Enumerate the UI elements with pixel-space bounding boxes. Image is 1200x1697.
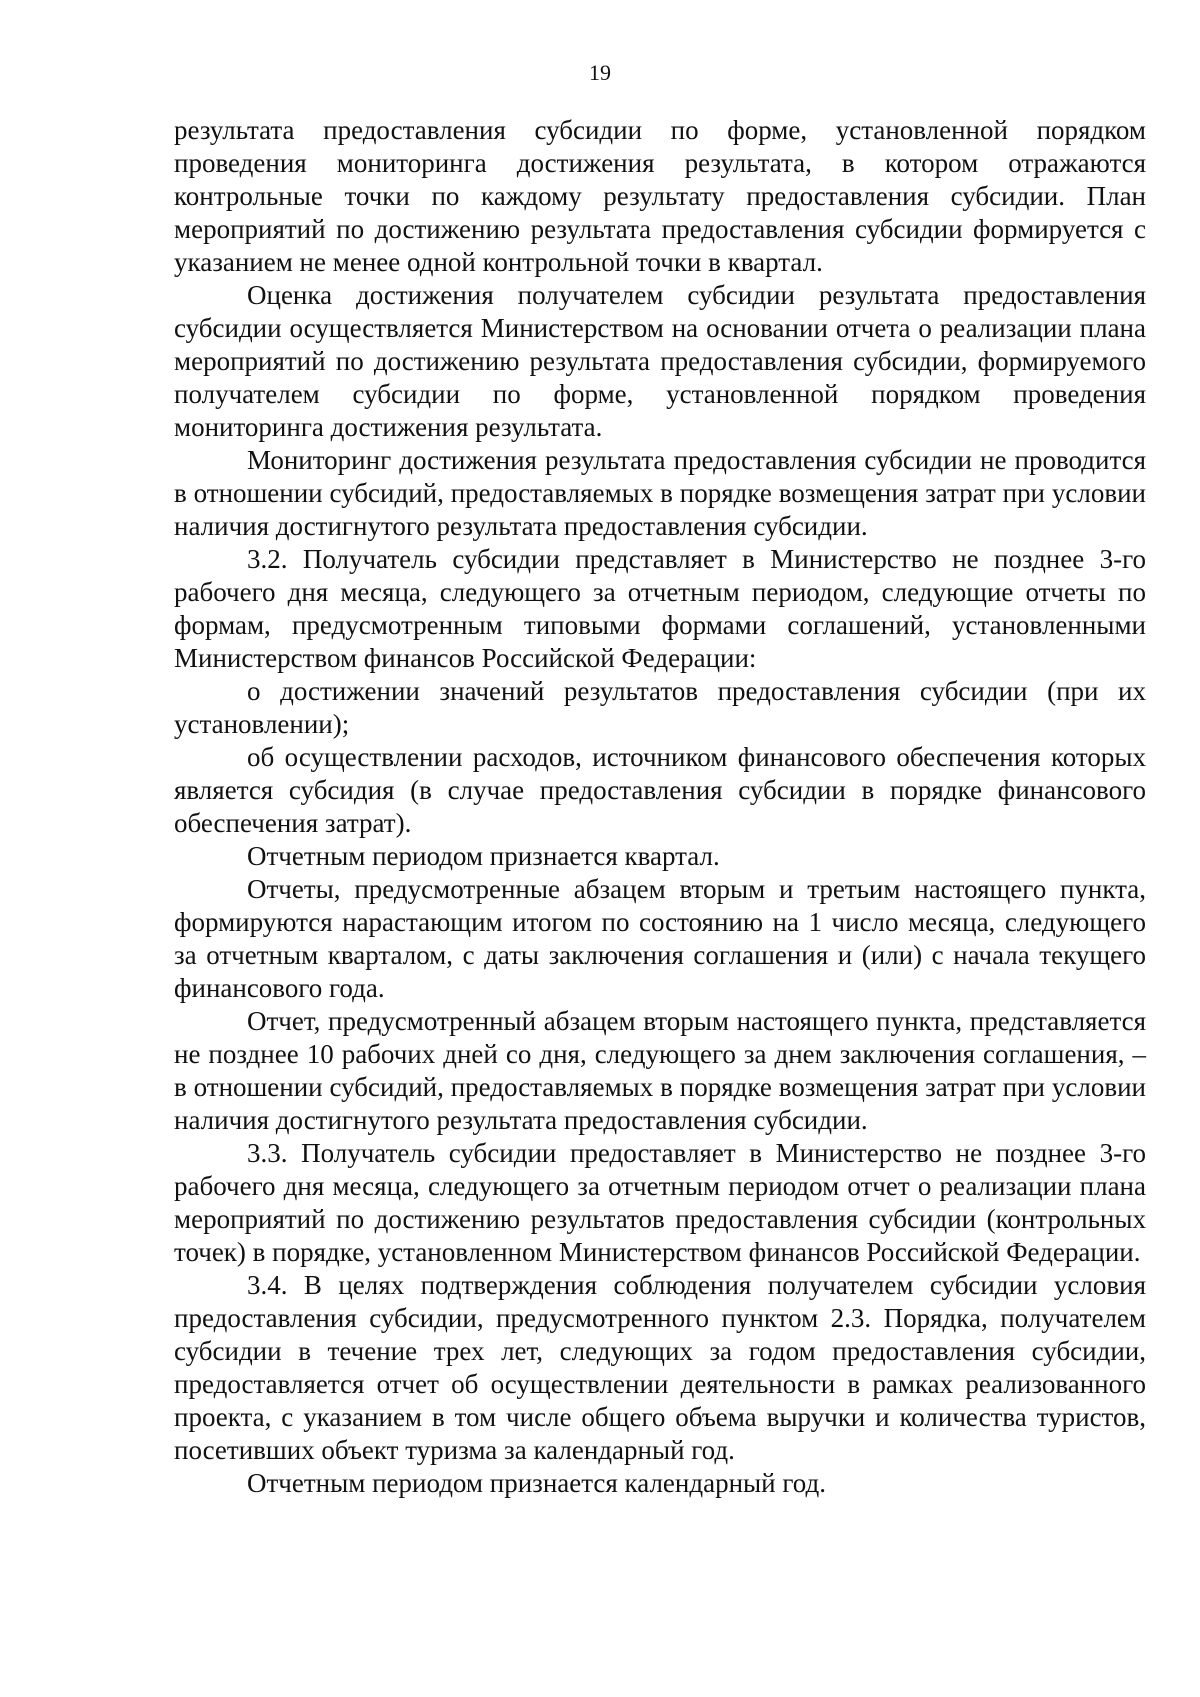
paragraph-year-period: Отчетным периодом признается календарный год. [247,1468,826,1498]
paragraph-3-3: 3.3. Получатель субсидии предоставляет в Министерство не позднее 3-го рабочего дня месяца, следующего за отчетным периодом отчет о реализации плана мероприятий по достижению результатов предоставления субсидии (контрольных точек) в порядке, установленном Министерством финансов Российской Федерации. [174,1138,1146,1267]
paragraph-evaluation: Оценка достижения получателем субсидии результата предоставления субсидии осуществляется Министерством на основании отчета о реализации плана мероприятий по достижению результата предоставления субсидии, формируемого получателем субсидии по форме, установленной порядком проведения мониторинга достижения результата. [174,280,1146,442]
paragraph-3-2: 3.2. Получатель субсидии представляет в Министерство не позднее 3-го рабочего дня месяца, следующего за отчетным периодом, следующие отчеты по формам, предусмотренным типовыми формами соглашений, установленными Министерством финансов Российской Федерации: [174,544,1146,673]
document-body [174,114,1146,1500]
paragraph-continuation: результата предоставления субсидии по форме, установленной порядком проведения мониторинга достижения результата, в котором отражаются контрольные точки по каждому результату предоставления субсидии. План мероприятий по достижению результата предоставления субсидии формируется с указанием не менее одной контрольной точки в квартал. [174,115,1146,277]
paragraph-report-deadline: Отчет, предусмотренный абзацем вторым настоящего пункта, представляется не позднее 10 рабочих дней со дня, следующего за днем заключения соглашения, – в отношении субсидий, предоставляемых в порядке возмещения затрат при условии наличия достигнутого результата предоставления субсидии. [174,1006,1146,1135]
paragraph-quarter-period: Отчетным периодом признается квартал. [247,841,720,871]
paragraph-expenses-report: об осуществлении расходов, источником финансового обеспечения которых является субсидия (в случае предоставления субсидии в порядке финансового обеспечения затрат). [174,742,1146,838]
page-number: 19 [589,60,611,85]
paragraph-monitoring: Мониторинг достижения результата предоставления субсидии не проводится в отношении субсидий, предоставляемых в порядке возмещения затрат при условии наличия достигнутого результата предоставления субсидии. [174,445,1146,541]
paragraph-results-report: о достижении значений результатов предоставления субсидии (при их установлении); [174,676,1146,739]
paragraph-3-4: 3.4. В целях подтверждения соблюдения получателем субсидии условия предоставления субсидии, предусмотренного пунктом 2.3. Порядка, получателем субсидии в течение трех лет, следующих за годом предоставления субсидии, предоставляется отчет об осуществлении деятельности в рамках реализованного проекта, с указанием в том числе общего объема выручки и количества туристов, посетивших объект туризма за календарный год. [174,1270,1146,1465]
paragraph-cumulative-reports: Отчеты, предусмотренные абзацем вторым и третьим настоящего пункта, формируются нарастающим итогом по состоянию на 1 число месяца, следующего за отчетным кварталом, с даты заключения соглашения и (или) с начала текущего финансового года. [174,874,1146,1003]
